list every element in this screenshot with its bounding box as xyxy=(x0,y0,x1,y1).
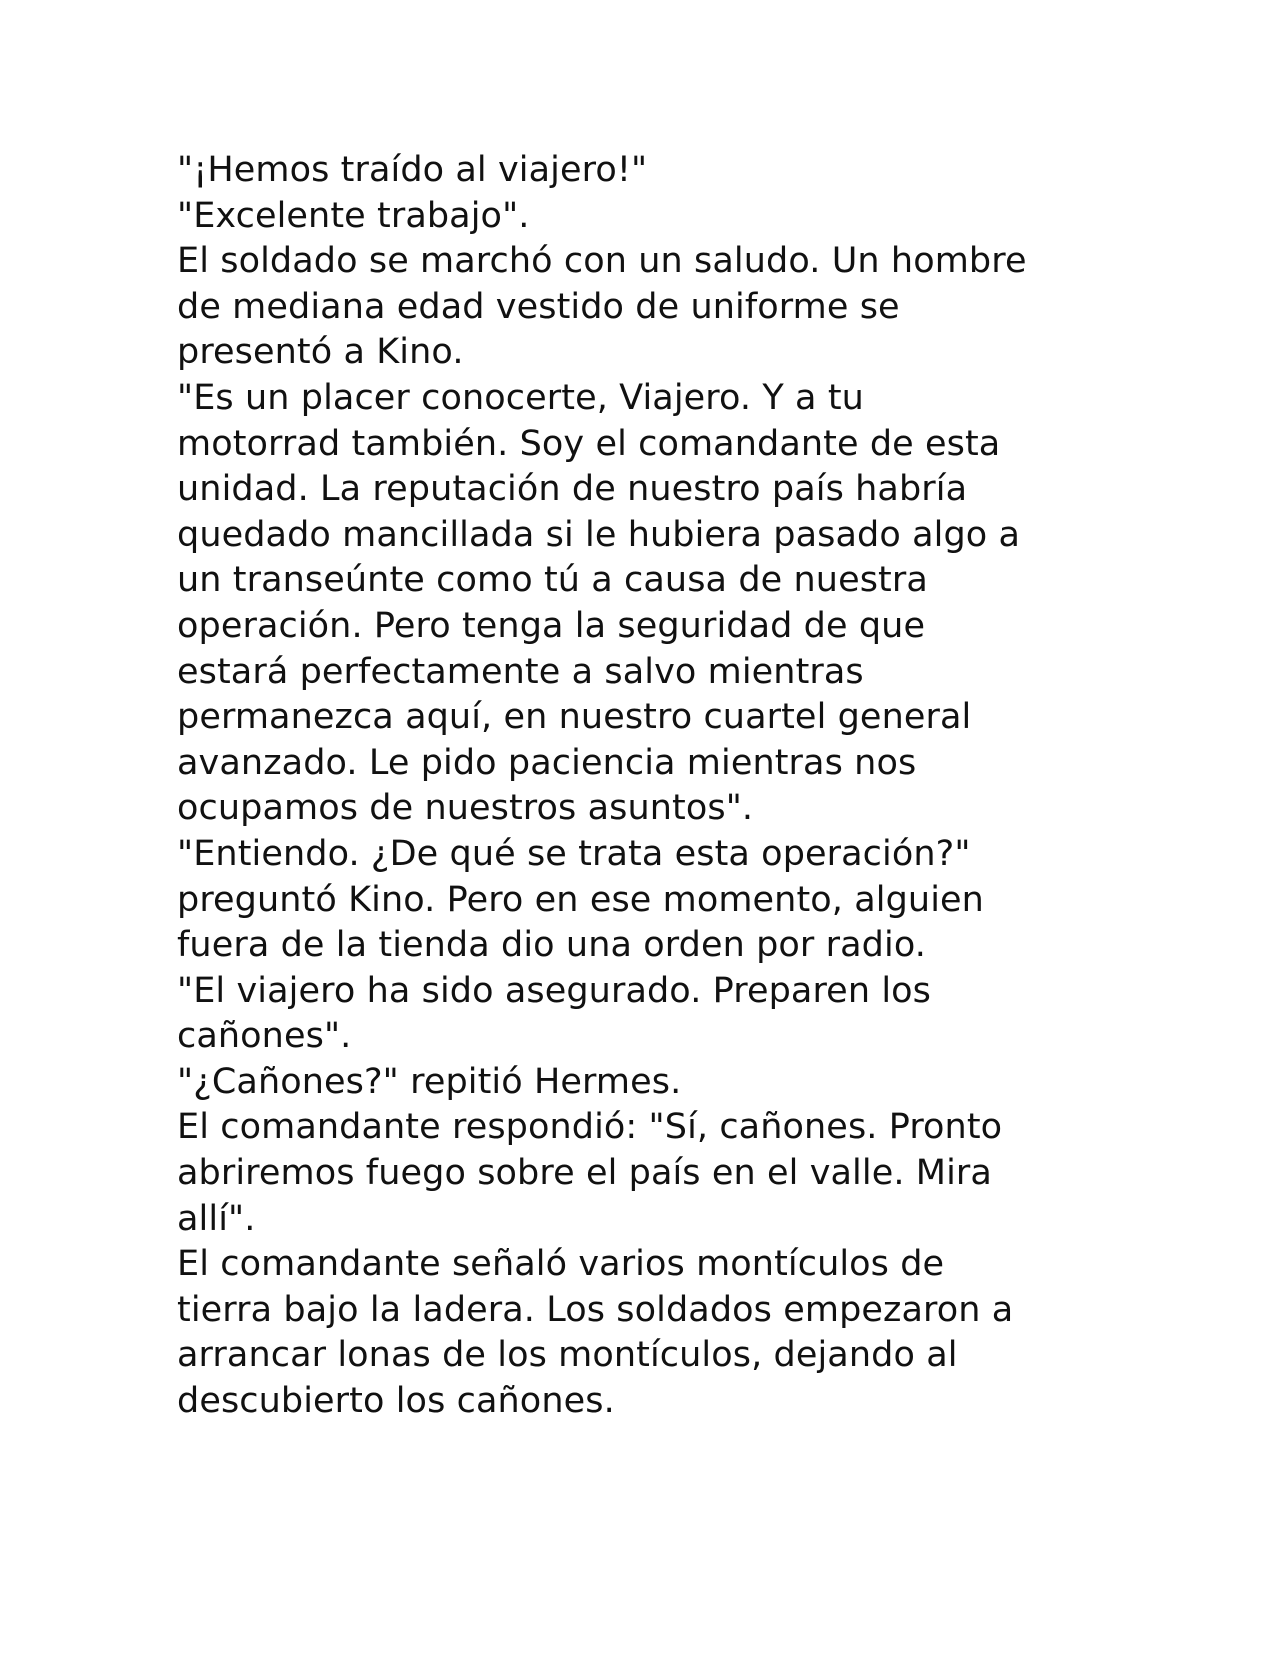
text-line: ocupamos de nuestros asuntos". xyxy=(177,788,754,829)
text-line: de mediana edad vestido de uniforme se xyxy=(177,286,900,327)
text-line: "El viajero ha sido asegurado. Preparen los xyxy=(177,970,931,1011)
text-line: arrancar lonas de los montículos, dejando al xyxy=(177,1335,958,1376)
text-line: El soldado se marchó con un saludo. Un hombre xyxy=(177,241,1027,282)
text-line: "¡Hemos traído al viajero!" xyxy=(177,150,648,190)
text-line: El comandante señaló varios montículos de xyxy=(177,1244,945,1285)
text-line: abriremos fuego sobre el país en el valle. Mira xyxy=(177,1153,992,1194)
text-line: tierra bajo la ladera. Los soldados empezaron a xyxy=(177,1289,1014,1330)
text-line: un transeúnte como tú a causa de nuestra xyxy=(177,560,928,601)
text-line: cañones". xyxy=(177,1016,352,1057)
text-line: "Es un placer conocerte, Viajero. Y a tu xyxy=(177,377,864,418)
text-line: motorrad también. Soy el comandante de esta xyxy=(177,423,1001,464)
text-line: avanzado. Le pido paciencia mientras nos xyxy=(177,742,917,783)
text-line: El comandante respondió: "Sí, cañones. Pronto xyxy=(177,1107,1003,1148)
text-line: unidad. La reputación de nuestro país habría xyxy=(177,469,968,510)
text-line: allí". xyxy=(177,1198,256,1239)
text-line: preguntó Kino. Pero en ese momento, alguien xyxy=(177,879,984,920)
text-line: "Entiendo. ¿De qué se trata esta operación?" xyxy=(177,833,971,874)
text-line: presentó a Kino. xyxy=(177,332,464,373)
text-line: permanezca aquí, en nuestro cuartel general xyxy=(177,697,972,738)
text-line: estará perfectamente a salvo mientras xyxy=(177,651,864,692)
text-line: quedado mancillada si le hubiera pasado algo a xyxy=(177,514,1021,555)
text-line: "¿Cañones?" repitió Hermes. xyxy=(177,1061,682,1102)
text-line: operación. Pero tenga la seguridad de que xyxy=(177,605,926,646)
text-line: fuera de la tienda dio una orden por radio. xyxy=(177,925,926,966)
text-line: "Excelente trabajo". xyxy=(177,195,530,236)
body-text xyxy=(177,148,1177,1425)
text-line: descubierto los cañones. xyxy=(177,1381,615,1422)
